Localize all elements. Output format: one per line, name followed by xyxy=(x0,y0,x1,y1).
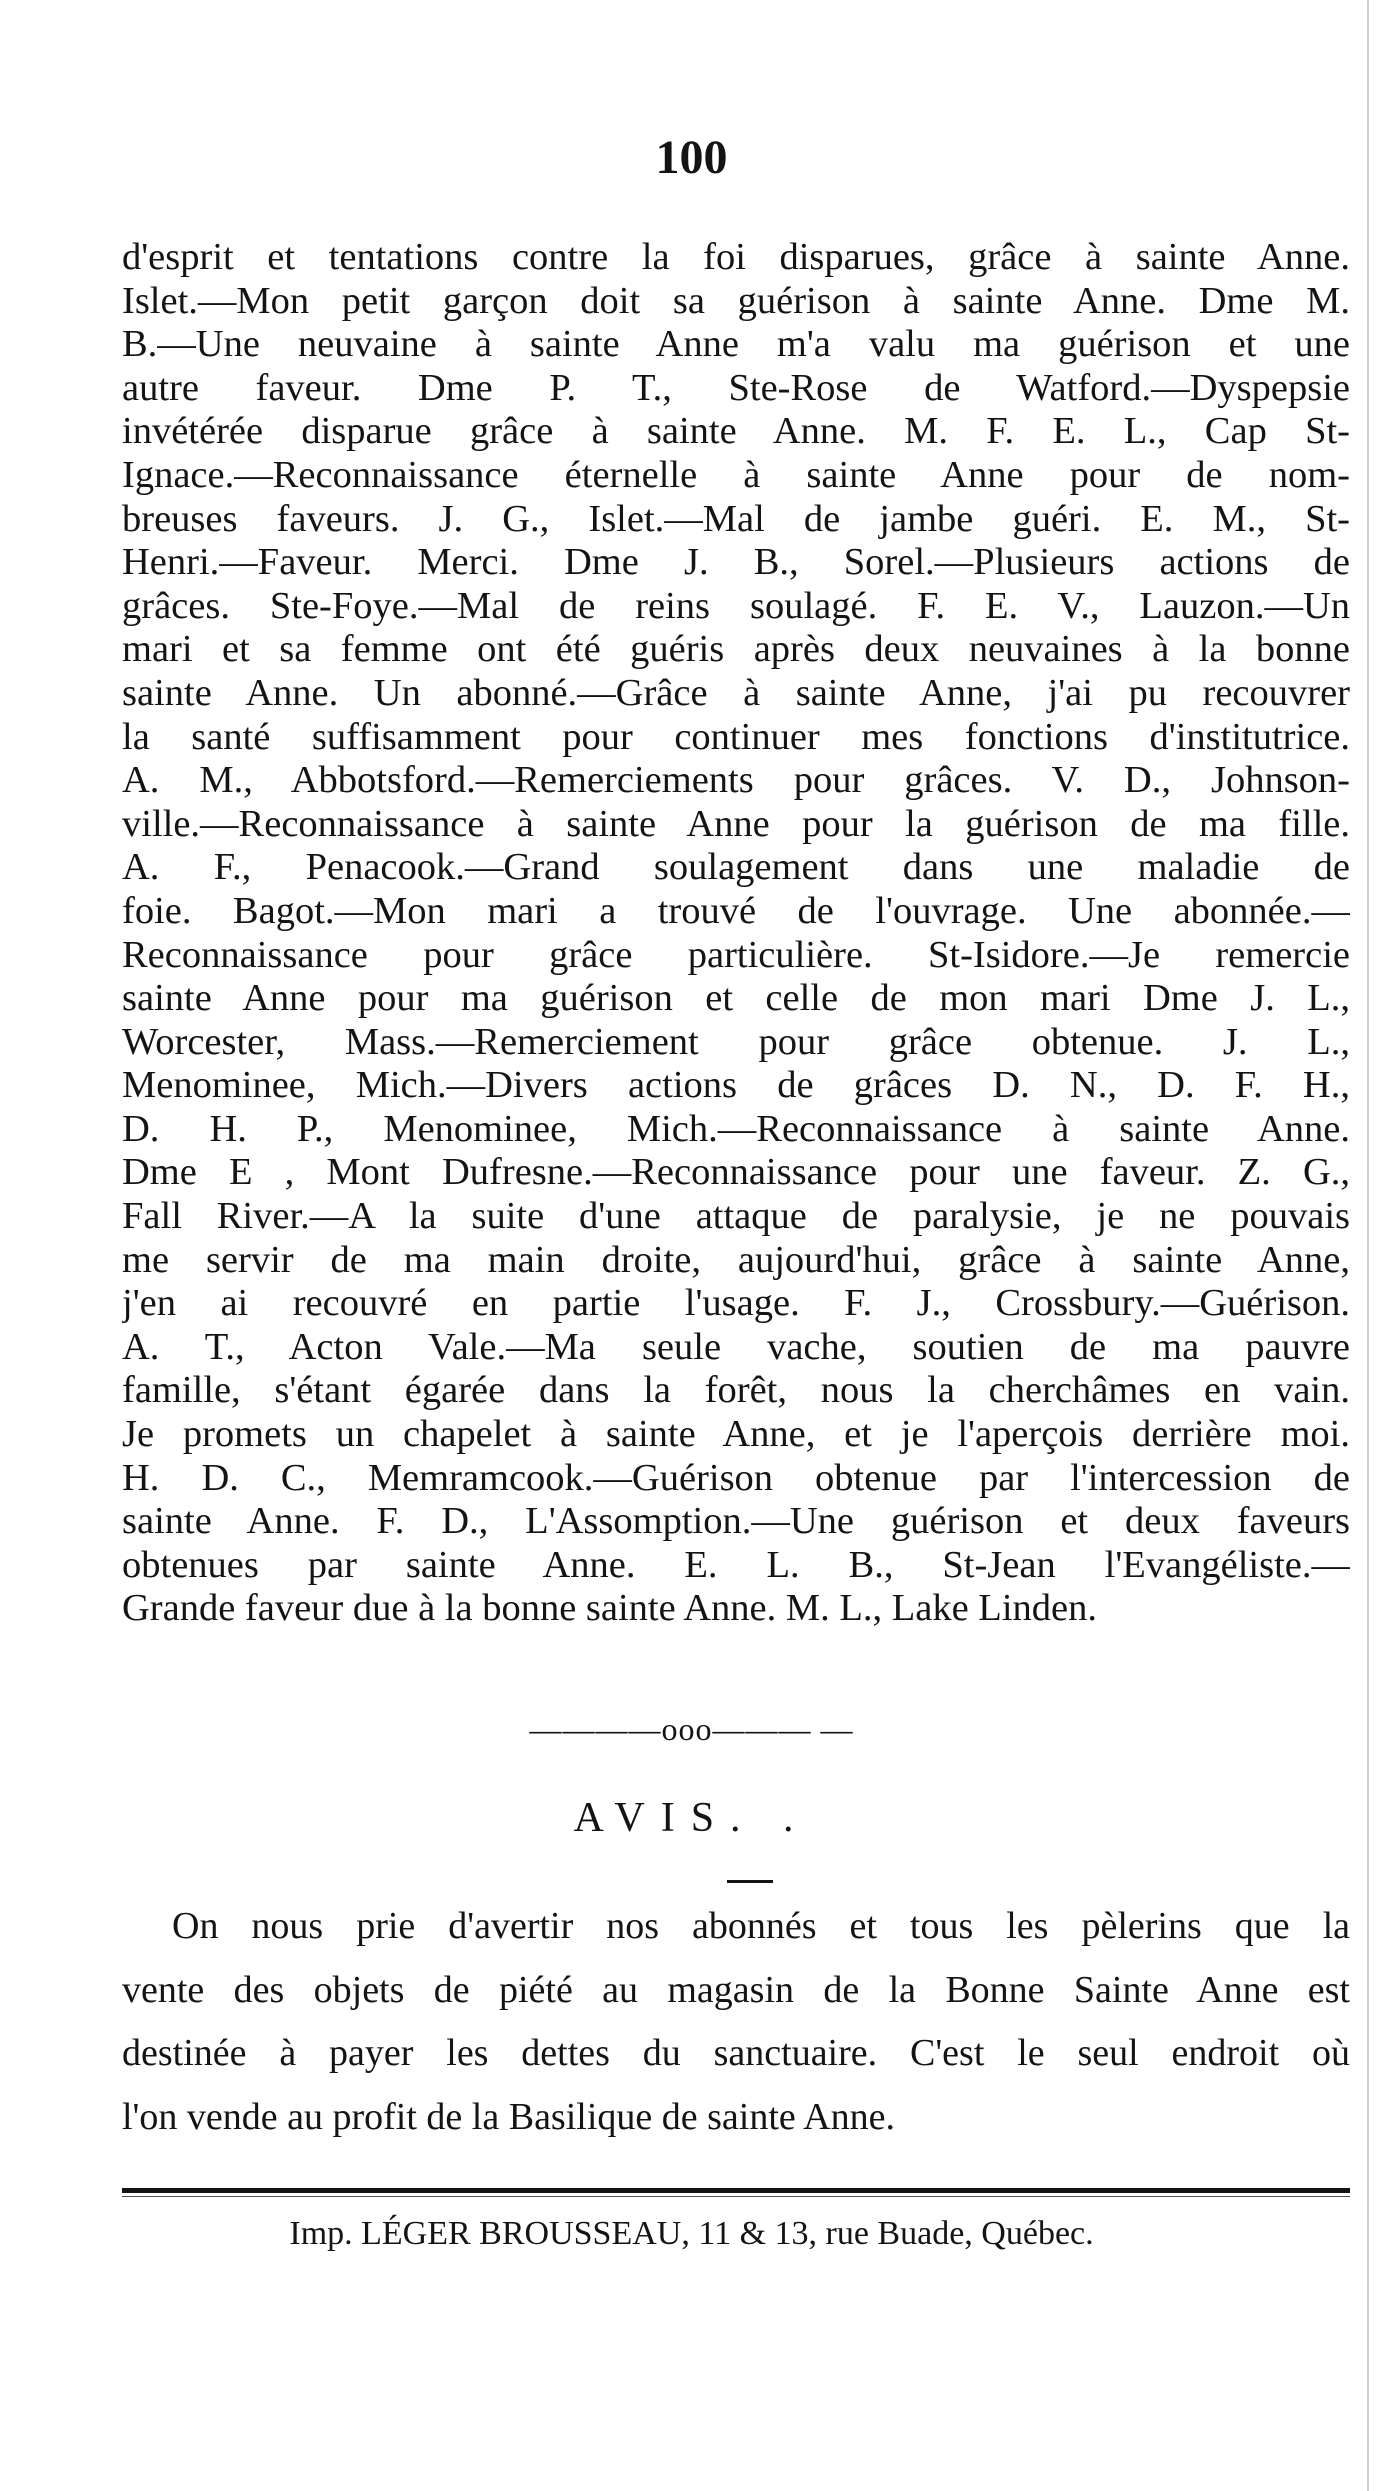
text-line: sainte Anne. Un abonné.—Grâce à sainte Anne, j'ai pu recouvrer xyxy=(122,671,1350,714)
body-text xyxy=(122,236,1350,1631)
text-line: d'esprit et tentations contre la foi disparues, grâce à sainte Anne. xyxy=(122,236,1350,278)
text-line: D. H. P., Menominee, Mich.—Reconnaissance à sainte Anne. xyxy=(122,1107,1350,1150)
notice-line: destinée à payer les dettes du sanctuaire. C'est le seul endroit où xyxy=(122,2032,1350,2075)
notice-line: vente des objets de piété au magasin de la Bonne Sainte Anne est xyxy=(122,1968,1350,2011)
notice-text xyxy=(122,1895,1350,2150)
text-line: A. M., Abbotsford.—Remerciements pour grâces. V. D., Johnson- xyxy=(122,759,1350,802)
footer-rule xyxy=(122,2188,1350,2193)
text-line: Dme E , Mont Dufresne.—Reconnaissance pour une faveur. Z. G., xyxy=(122,1151,1350,1194)
text-line: j'en ai recouvré en partie l'usage. F. J., Crossbury.—Guérison. xyxy=(122,1282,1350,1325)
text-line: autre faveur. Dme P. T., Ste-Rose de Watford.—Dyspepsie xyxy=(122,366,1350,409)
text-line: obtenues par sainte Anne. E. L. B., St-Jean l'Evangéliste.— xyxy=(122,1543,1350,1586)
text-line: Fall River.—A la suite d'une attaque de paralysie, je ne pouvais xyxy=(122,1195,1350,1238)
notice-line: On nous prie d'avertir nos abonnés et tous les pèlerins que la xyxy=(172,1905,1350,1947)
text-line: H. D. C., Memramcook.—Guérison obtenue par l'intercession de xyxy=(122,1456,1350,1499)
text-line: Reconnaissance pour grâce particulière. St-Isidore.—Je remercie xyxy=(122,933,1350,976)
text-line: invétérée disparue grâce à sainte Anne. M. F. E. L., Cap St- xyxy=(122,410,1350,453)
text-line: ville.—Reconnaissance à sainte Anne pour la guérison de ma fille. xyxy=(122,802,1350,845)
text-line: Grande faveur due à la bonne sainte Anne. M. L., Lake Linden. xyxy=(122,1587,1097,1630)
text-line: Menominee, Mich.—Divers actions de grâces D. N., D. F. H., xyxy=(122,1064,1350,1107)
section-separator: ————ooo——— — xyxy=(529,1711,854,1747)
title-rule xyxy=(727,1880,773,1883)
text-line: Worcester, Mass.—Remerciement pour grâce obtenue. J. L., xyxy=(122,1020,1350,1063)
page-edge xyxy=(1367,0,1369,2491)
notice-title: AVIS. . xyxy=(573,1795,810,1841)
text-line: sainte Anne pour ma guérison et celle de mon mari Dme J. L., xyxy=(122,977,1350,1020)
text-line: A. F., Penacook.—Grand soulagement dans une maladie de xyxy=(122,846,1350,889)
text-line: sainte Anne. F. D., L'Assomption.—Une guérison et deux faveurs xyxy=(122,1500,1350,1543)
text-line: A. T., Acton Vale.—Ma seule vache, soutien de ma pauvre xyxy=(122,1325,1350,1368)
text-line: grâces. Ste-Foye.—Mal de reins soulagé. F. E. V., Lauzon.—Un xyxy=(122,584,1350,627)
text-line: me servir de ma main droite, aujourd'hui, grâce à sainte Anne, xyxy=(122,1238,1350,1281)
text-line: Ignace.—Reconnaissance éternelle à sainte Anne pour de nom- xyxy=(122,453,1350,496)
footer-rule-thin xyxy=(122,2196,1350,2197)
text-line: foie. Bagot.—Mon mari a trouvé de l'ouvrage. Une abonnée.— xyxy=(122,889,1350,932)
text-line: la santé suffisamment pour continuer mes fonctions d'institutrice. xyxy=(122,715,1350,758)
printer-imprint: Imp. LÉGER BROUSSEAU, 11 & 13, rue Buade, Québec. xyxy=(289,2215,1094,2252)
text-line: B.—Une neuvaine à sainte Anne m'a valu ma guérison et une xyxy=(122,323,1350,366)
text-line: Islet.—Mon petit garçon doit sa guérison à sainte Anne. Dme M. xyxy=(122,279,1350,322)
notice-line: l'on vende au profit de la Basilique de sainte Anne. xyxy=(122,2096,895,2139)
text-line: famille, s'étant égarée dans la forêt, nous la cherchâmes en vain. xyxy=(122,1369,1350,1412)
text-line: Je promets un chapelet à sainte Anne, et je l'aperçois derrière moi. xyxy=(122,1413,1350,1456)
text-line: breuses faveurs. J. G., Islet.—Mal de jambe guéri. E. M., St- xyxy=(122,497,1350,540)
page-number: 100 xyxy=(655,131,728,184)
text-line: mari et sa femme ont été guéris après deux neuvaines à la bonne xyxy=(122,628,1350,671)
text-line: Henri.—Faveur. Merci. Dme J. B., Sorel.—Plusieurs actions de xyxy=(122,541,1350,584)
